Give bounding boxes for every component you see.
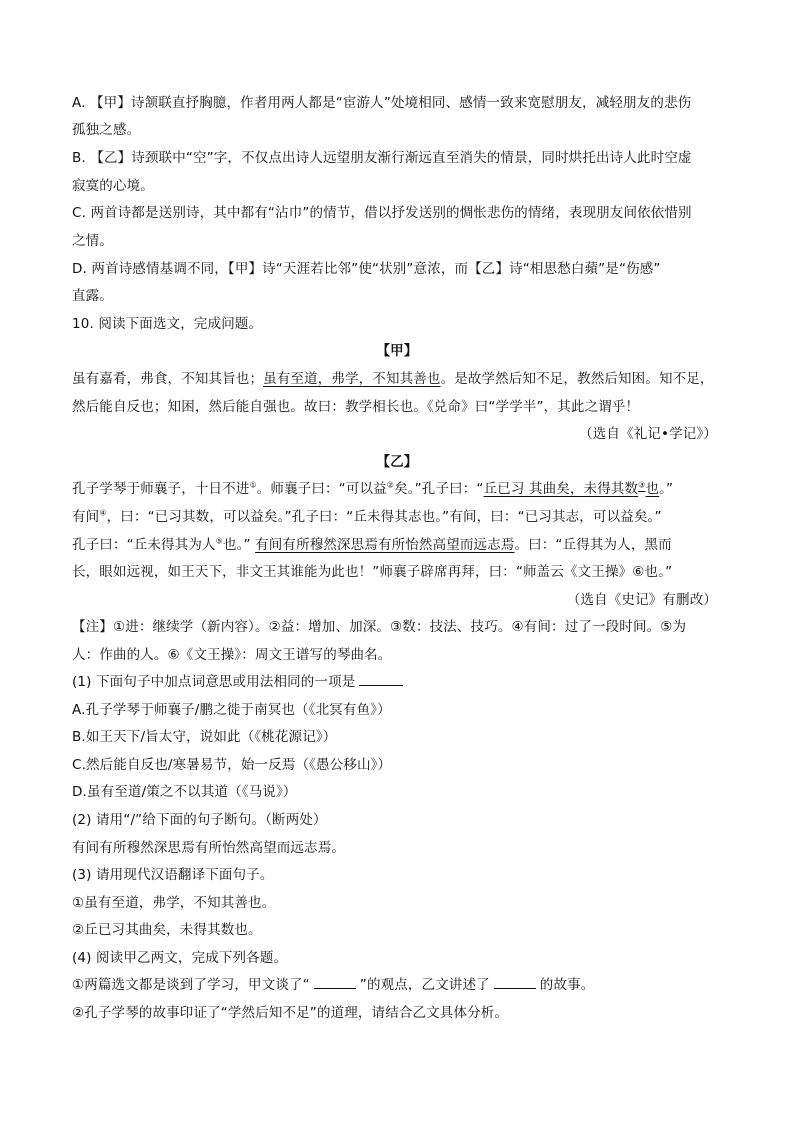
yi-line3-b: 也。”	[222, 537, 256, 553]
option-a-line1: A. 【甲】诗颔联直抒胸臆，作者用两人都是“宦游人”处境相同、感情一致来宽慰朋友，减轻朋友的悲伤	[72, 95, 692, 111]
yi-line1-d: 。”	[659, 481, 674, 497]
jia-underlined-sentence: 虽有至道，弗学，不知其善也	[263, 371, 441, 387]
jia-line1-a: 虽有嘉肴，弗食，不知其旨也；	[72, 371, 264, 387]
sub4-question: (4) 阅读甲乙两文，完成下列各题。	[72, 950, 288, 966]
note-marker-1: ①	[249, 480, 257, 490]
yi-underlined-sentence-2: 有间有所穆然深思焉有所怡然高望而远志焉	[255, 537, 515, 553]
option-a-line2: 孤独之感。	[72, 122, 141, 138]
sub4-item2: ②孔子学琴的故事印证了“学然后知不足”的道理，请结合乙文具体分析。	[72, 1005, 509, 1021]
sub4-item1-a: ①两篇选文都是谈到了学习，甲文谈了“	[72, 977, 310, 993]
option-c-line2: 之情。	[72, 233, 113, 249]
sub3-item1: ①虽有至道，弗学，不知其善也。	[72, 895, 276, 911]
yi-line3	[72, 535, 732, 555]
option-d-line2: 直露。	[72, 288, 113, 304]
yi-line4: 长，眼如远视，如王天下，非文王其谁能为此也！”师襄子辟席再拜，曰：“师盖云《文王操》⑥也。”	[72, 564, 673, 580]
jia-heading: 【甲】	[376, 343, 418, 359]
option-b-line1: B. 【乙】诗颈联中“空”字，不仅点出诗人远望朋友渐行渐远直至消失的情景，同时烘托出诗人此时空虚	[72, 150, 692, 166]
note-marker-3: ③	[638, 480, 646, 490]
sub2-text: 有间有所穆然深思焉有所怡然高望而远志焉。	[72, 840, 345, 856]
option-b-line2: 寂寞的心境。	[72, 178, 154, 194]
sub1-question-text: (1) 下面句子中加点词意思或用法相同的一项是	[72, 674, 356, 690]
sub4-item1	[72, 975, 732, 995]
jia-line2: 然后能自反也；知困，然后能自强也。故曰：教学相长也。《兑命》曰“学学半”，其此之谓乎！	[72, 399, 640, 415]
sub4-item1-c: 的故事。	[539, 977, 595, 993]
yi-line2-a: 有间	[72, 509, 100, 525]
note-marker-5: ⑤	[215, 536, 223, 546]
yi-line1-c: 矣。”孔子曰：“	[394, 481, 484, 497]
yi-line2-b: ，曰：“已习其数，可以益矣。”孔子曰：“丘未得其志也。”有间，曰：“已习其志，可以益矣。”	[106, 509, 662, 525]
yi-line3-a: 孔子曰：“丘未得其为人	[72, 537, 216, 553]
option-d-line1: D. 两首诗感情基调不同，【甲】诗“天涯若比邻”使“状别”意浓，而【乙】诗“相思愁白蘋”是“伤感”	[72, 261, 661, 277]
yi-line1	[72, 479, 732, 499]
notes-line2: 人：作曲的人。⑥《文王操》：周文王谱写的琴曲名。	[72, 647, 392, 663]
sub1-question	[72, 672, 732, 692]
yi-line3-c: 。曰：“丘得其为人，黑而	[514, 537, 672, 553]
sub3-item2: ②丘已习其曲矣，未得其数也。	[72, 922, 262, 938]
jia-source: （选自《礼记•学记》）	[579, 426, 717, 442]
yi-underlined-sentence-1-end: 也	[645, 481, 660, 497]
answer-blank-3[interactable]	[494, 976, 536, 989]
answer-blank-1[interactable]	[359, 673, 403, 686]
note-marker-4: ④	[99, 508, 107, 518]
sub3-question: (3) 请用现代汉语翻译下面句子。	[72, 867, 274, 883]
yi-line2	[72, 507, 732, 527]
note-marker-2: ②	[386, 480, 395, 490]
sub1-option-d: D.虽有至道/策之不以其道（《马说》）	[72, 784, 297, 800]
yi-underlined-sentence-1: 丘已习 其曲矣，未得其数	[483, 481, 639, 497]
sub1-option-c: C.然后能自反也/寒暑易节，始一反焉（《愚公移山》）	[72, 757, 392, 773]
answer-blank-2[interactable]	[314, 976, 356, 989]
yi-line1-b: 。师襄子曰：“可以益	[256, 481, 387, 497]
notes-line1: 【注】①进：继续学（新内容）。②益：增加、加深。③数：技法、技巧。④有间：过了一段时间。⑤为	[72, 619, 687, 635]
sub1-option-b: B.如王天下/旨太守，说如此（《桃花源记》）	[72, 729, 337, 745]
sub1-option-a: A.孔子学琴于师襄子/鹏之徙于南冥也（《北冥有鱼》）	[72, 702, 391, 718]
jia-line1	[72, 369, 732, 389]
jia-line1-b: 。是故学然后知不足，教然后知困。知不足，	[440, 371, 714, 387]
yi-heading: 【乙】	[376, 454, 418, 470]
yi-source: （选自《史记》有删改）	[566, 592, 717, 608]
sub2-question: (2) 请用“/”给下面的句子断句。（断两处）	[72, 812, 327, 828]
yi-line1-a: 孔子学琴于师襄子，十日不进	[72, 481, 250, 497]
question-10-title: 10. 阅读下面选文，完成问题。	[72, 316, 263, 332]
sub4-item1-b: ”的观点，乙文讲述了	[359, 977, 490, 993]
option-c-line1: C. 两首诗都是送别诗，其中都有“沾巾”的情节，借以抒发送别的惆怅悲伤的情绪，表现朋友间依依惜别	[72, 205, 692, 221]
